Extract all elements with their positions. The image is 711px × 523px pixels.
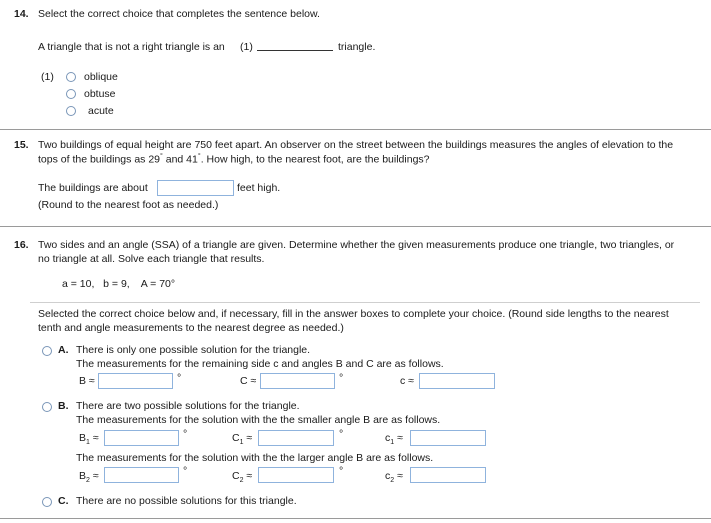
separator — [0, 129, 711, 130]
q16-choice-b-sub1: The measurements for the solution with the the smaller angle B are as follows. — [76, 414, 441, 426]
degree-symbol: ° — [183, 428, 188, 440]
q16-text-line1: Two sides and an angle (SSA) of a triangle are given. Determine whether the given measurements produce one triangle, two triangles, or — [38, 239, 675, 251]
q15-text-line2: tops of the buildings as 29° and 41°. How high, to the nearest foot, are the buildings? — [38, 153, 430, 166]
q14-option-radio-oblique[interactable] — [66, 72, 76, 82]
q16-choice-c-radio[interactable] — [42, 497, 52, 507]
q16-b-label-c2: $c_2$ ≈ — [385, 470, 403, 485]
q16-choice-a-text: There is only one possible solution for the triangle. — [76, 344, 311, 356]
q16-choice-c-letter: C. — [58, 495, 69, 507]
q16-instruction-line2: tenth and angle measurements to the nearest degree as needed.) — [38, 322, 344, 334]
separator — [0, 518, 711, 519]
q16-a-C-input[interactable] — [260, 373, 335, 389]
degree-symbol: ° — [177, 372, 182, 384]
q15-answer-before: The buildings are about — [38, 182, 148, 194]
q16-choice-c-text: There are no possible solutions for this triangle. — [76, 495, 297, 507]
q16-b-label-B1: $B_1$ ≈ — [79, 432, 99, 447]
q14-option-radio-obtuse[interactable] — [66, 89, 76, 99]
q14-option-label[interactable]: oblique — [84, 71, 118, 83]
q16-a-label-C: C ≈ — [240, 375, 257, 387]
q14-option-label[interactable]: acute — [88, 105, 114, 117]
q14-sentence-after: triangle. — [338, 41, 376, 53]
separator — [30, 302, 700, 303]
q14-blank-line — [257, 50, 333, 51]
separator — [0, 226, 711, 227]
degree-symbol: ° — [339, 428, 344, 440]
q14-option-radio-acute[interactable] — [66, 106, 76, 116]
degree-symbol: ° — [183, 465, 188, 477]
q14-options-marker: (1) — [41, 71, 54, 83]
q16-text-line2: no triangle at all. Solve each triangle that results. — [38, 253, 265, 265]
q15-hint: (Round to the nearest foot as needed.) — [38, 199, 219, 211]
q16-b-label-C1: $C_1$ ≈ — [232, 432, 253, 447]
q16-b-label-B2: $B_2$ ≈ — [79, 470, 99, 485]
q15-text-line1: Two buildings of equal height are 750 feet apart. An observer on the street between the buildings measures the angles of elevation to the — [38, 139, 674, 151]
q16-a-c-input[interactable] — [419, 373, 495, 389]
q16-choice-a-sub: The measurements for the remaining side c and angles B and C are as follows. — [76, 358, 444, 370]
q16-b-c1-input[interactable] — [410, 430, 486, 446]
q16-givens: a = 10, b = 9, A = 70° — [62, 278, 176, 290]
q16-a-B-input[interactable] — [98, 373, 173, 389]
q16-choice-b-radio[interactable] — [42, 402, 52, 412]
q14-number: 14. — [14, 8, 29, 20]
degree-symbol: ° — [339, 465, 344, 477]
q16-b-B1-input[interactable] — [104, 430, 179, 446]
q14-blank-marker: (1) — [240, 41, 253, 53]
q16-a-label-B: B ≈ — [79, 375, 95, 387]
q16-b-c2-input[interactable] — [410, 467, 486, 483]
q14-sentence-before: A triangle that is not a right triangle is an — [38, 41, 225, 53]
q15-height-input[interactable] — [157, 180, 234, 196]
q16-b-C1-input[interactable] — [258, 430, 334, 446]
q15-answer-after: feet high. — [237, 182, 281, 194]
degree-symbol: ° — [339, 372, 344, 384]
q14-prompt: Select the correct choice that completes the sentence below. — [38, 8, 320, 20]
q16-a-label-c: c ≈ — [400, 375, 414, 387]
q16-choice-a-letter: A. — [58, 344, 69, 356]
q16-b-label-c1: $c_1$ ≈ — [385, 432, 403, 447]
q16-choice-b-letter: B. — [58, 400, 69, 412]
q16-b-C2-input[interactable] — [258, 467, 334, 483]
q16-choice-b-sub2: The measurements for the solution with the the larger angle B are as follows. — [76, 452, 434, 464]
q16-b-B2-input[interactable] — [104, 467, 179, 483]
q14-option-label[interactable]: obtuse — [84, 88, 116, 100]
q15-number: 15. — [14, 139, 29, 151]
q16-instruction-line1: Selected the correct choice below and, if necessary, fill in the answer boxes to complete your choice. (Round side lengths to the nearest — [38, 308, 669, 320]
q16-number: 16. — [14, 239, 29, 251]
q16-choice-a-radio[interactable] — [42, 346, 52, 356]
q16-b-label-C2: $C_2$ ≈ — [232, 470, 253, 485]
q16-choice-b-text: There are two possible solutions for the triangle. — [76, 400, 300, 412]
